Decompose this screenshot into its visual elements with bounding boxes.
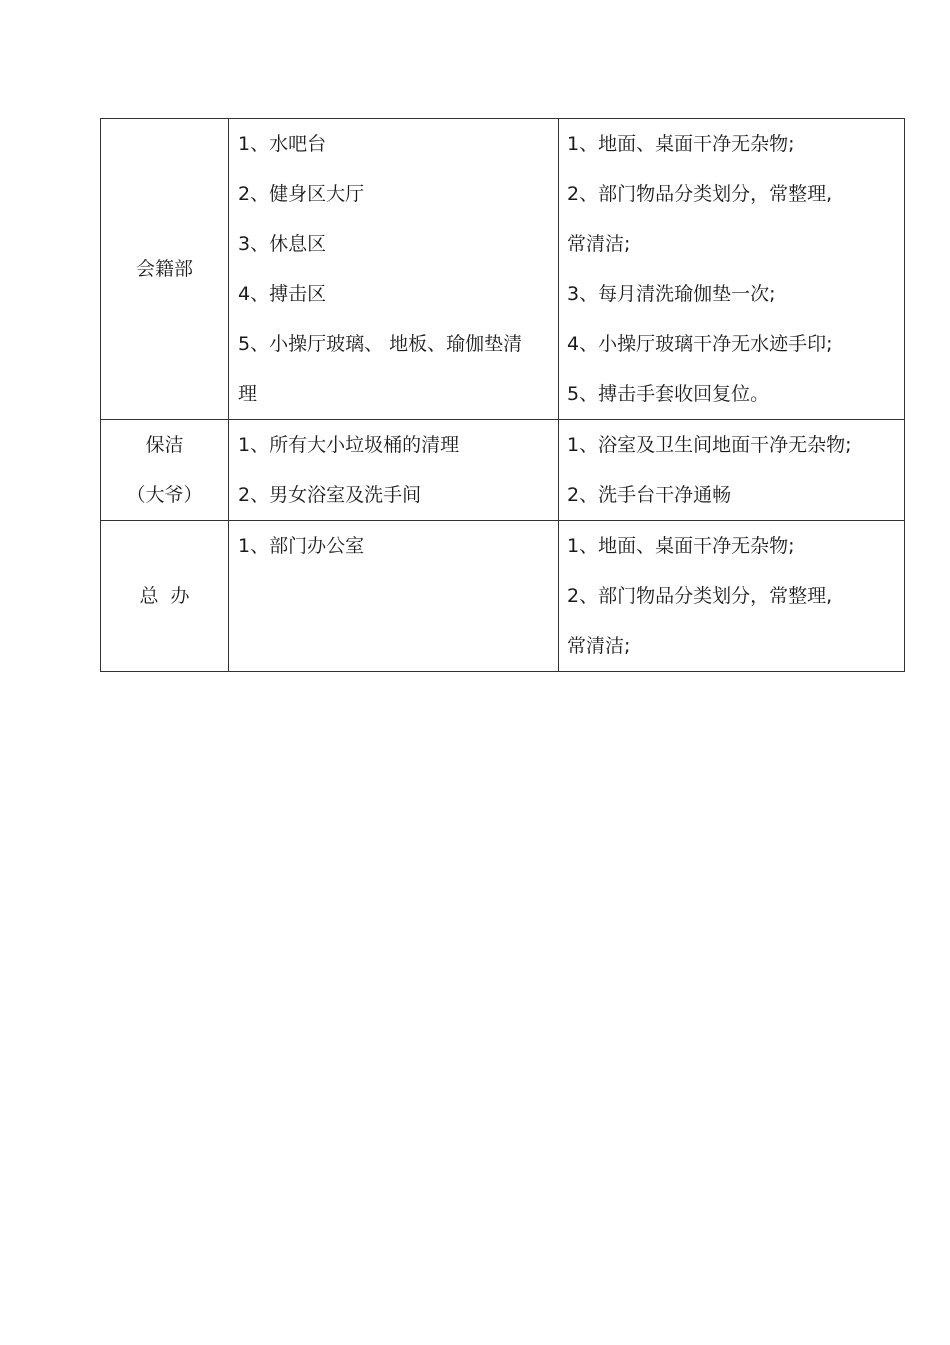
- department-cell: [101, 521, 229, 672]
- standard-list-cell: [559, 119, 905, 420]
- standard-list-cell: [559, 521, 905, 672]
- area-list-cell: [229, 119, 559, 420]
- area-list-cell: [229, 521, 559, 672]
- area-item: 2、健身区大厅: [238, 183, 365, 205]
- standard-item: 1、地面、桌面干净无杂物;: [567, 535, 795, 557]
- area-item: 2、男女浴室及洗手间: [238, 484, 422, 506]
- department-name: 会籍部: [135, 258, 193, 280]
- area-item: 1、水吧台: [238, 133, 327, 155]
- department-cell: [101, 420, 229, 521]
- standard-item: 1、地面、桌面干净无杂物;: [567, 133, 795, 155]
- cleaning-responsibility-table: [100, 118, 905, 672]
- area-item: 4、搏击区: [238, 283, 327, 305]
- standard-item-continuation: 常清洁;: [567, 233, 631, 255]
- standard-item: 3、每月清洗瑜伽垫一次;: [567, 283, 776, 305]
- area-item: 5、小操厅玻璃、 地板、瑜伽垫清: [238, 333, 523, 355]
- department-name: 总 办: [139, 585, 190, 607]
- standard-item: 1、浴室及卫生间地面干净无杂物;: [567, 434, 852, 456]
- department-cell: [101, 119, 229, 420]
- table-row-cleaning: [101, 420, 905, 521]
- area-list-cell: [229, 420, 559, 521]
- standard-list-cell: [559, 420, 905, 521]
- department-note: （大爷）: [126, 484, 203, 506]
- department-name: 保洁: [145, 434, 184, 456]
- area-item: 1、所有大小垃圾桶的清理: [238, 434, 460, 456]
- table-row-membership: [101, 119, 905, 420]
- standard-item-continuation: 常清洁;: [567, 635, 631, 657]
- standard-item: 4、小操厅玻璃干净无水迹手印;: [567, 333, 833, 355]
- standard-item: 2、部门物品分类划分，常整理,: [567, 183, 833, 205]
- standard-item: 2、部门物品分类划分，常整理,: [567, 585, 833, 607]
- standard-item: 5、搏击手套收回复位。: [567, 383, 770, 405]
- standard-item: 2、洗手台干净通畅: [567, 484, 732, 506]
- area-item: 1、部门办公室: [238, 535, 365, 557]
- table-row-general-office: [101, 521, 905, 672]
- area-item-continuation: 理: [238, 383, 258, 405]
- area-item: 3、休息区: [238, 233, 327, 255]
